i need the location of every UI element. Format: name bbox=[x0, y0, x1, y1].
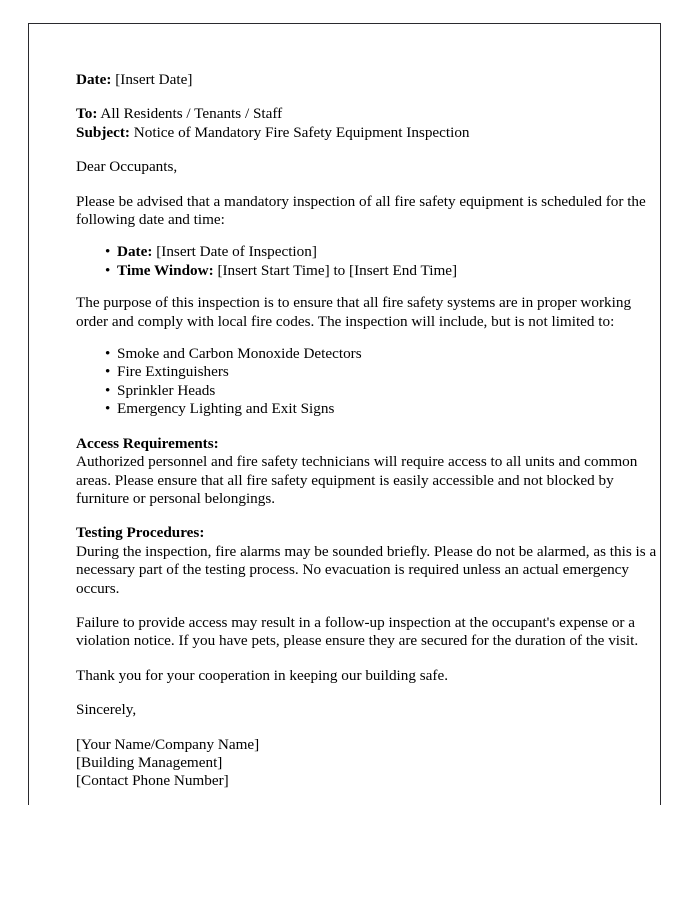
spacer bbox=[76, 229, 658, 243]
date-label: Date: bbox=[76, 71, 112, 88]
signature-name: [Your Name/Company Name] bbox=[76, 735, 260, 753]
list-item: • Emergency Lighting and Exit Signs bbox=[117, 400, 658, 418]
spacer bbox=[76, 419, 658, 435]
spacer bbox=[76, 142, 658, 158]
to-value: All Residents / Tenants / Staff bbox=[100, 105, 283, 123]
schedule-label: Date: bbox=[117, 243, 153, 261]
to-label: To: bbox=[76, 105, 98, 123]
list-item bbox=[117, 262, 658, 280]
thanks-paragraph: Thank you for your cooperation in keeping our building safe. bbox=[76, 666, 448, 684]
testing-procedures-heading: Testing Procedures: bbox=[76, 524, 205, 542]
schedule-value: [Insert Start Time] to [Insert End Time] bbox=[217, 261, 458, 279]
closing: Sincerely, bbox=[76, 701, 137, 719]
subject-label: Subject: bbox=[76, 123, 130, 141]
spacer bbox=[76, 177, 658, 193]
equipment-list bbox=[76, 345, 658, 419]
date-value: [Insert Date] bbox=[115, 71, 193, 88]
subject-value: Notice of Mandatory Fire Safety Equipment Inspection bbox=[133, 123, 470, 141]
access-requirements-body: Authorized personnel and fire safety technicians will require access to all units and common areas. Please ensure that all fire safety equipment is easily accessible and not blocked by furniture or personal belongings. bbox=[76, 453, 638, 507]
list-item: • Smoke and Carbon Monoxide Detectors bbox=[117, 345, 658, 363]
intro-paragraph: Please be advised that a mandatory inspection of all fire safety equipment is scheduled for the following date and time: bbox=[76, 192, 646, 229]
salutation: Dear Occupants, bbox=[76, 158, 178, 176]
list-item: • Sprinkler Heads bbox=[117, 382, 658, 400]
spacer bbox=[76, 280, 658, 294]
purpose-paragraph: The purpose of this inspection is to ensure that all fire safety systems are in proper working order and comply with local fire codes. The inspection will include, but is not limited to: bbox=[76, 294, 632, 330]
spacer bbox=[76, 508, 658, 524]
spacer bbox=[76, 685, 658, 701]
subject-line bbox=[76, 124, 658, 142]
signature-phone: [Contact Phone Number] bbox=[76, 772, 229, 790]
failure-paragraph: Failure to provide access may result in a follow-up inspection at the occupant's expense or a violation notice. If you have pets, please ensure they are secured for the duration of the visit. bbox=[76, 613, 639, 650]
document-body bbox=[76, 71, 658, 791]
spacer bbox=[76, 598, 658, 614]
page-frame bbox=[28, 23, 661, 805]
signature-organization: [Building Management] bbox=[76, 753, 223, 771]
schedule-value: [Insert Date of Inspection] bbox=[156, 243, 317, 261]
schedule-label: Time Window: bbox=[117, 261, 214, 279]
schedule-list bbox=[76, 243, 658, 280]
to-line bbox=[76, 105, 658, 123]
date-line bbox=[76, 71, 658, 89]
access-requirements-heading: Access Requirements: bbox=[76, 434, 219, 452]
spacer bbox=[76, 651, 658, 667]
testing-procedures-body: During the inspection, fire alarms may be sounded briefly. Please do not be alarmed, as this is a necessary part of the testing process. No evacuation is required unless an actual emergency occurs. bbox=[76, 542, 657, 597]
list-item: • Fire Extinguishers bbox=[117, 363, 658, 381]
list-item bbox=[117, 243, 658, 261]
spacer bbox=[76, 331, 658, 345]
spacer bbox=[76, 720, 658, 736]
spacer bbox=[76, 89, 658, 105]
